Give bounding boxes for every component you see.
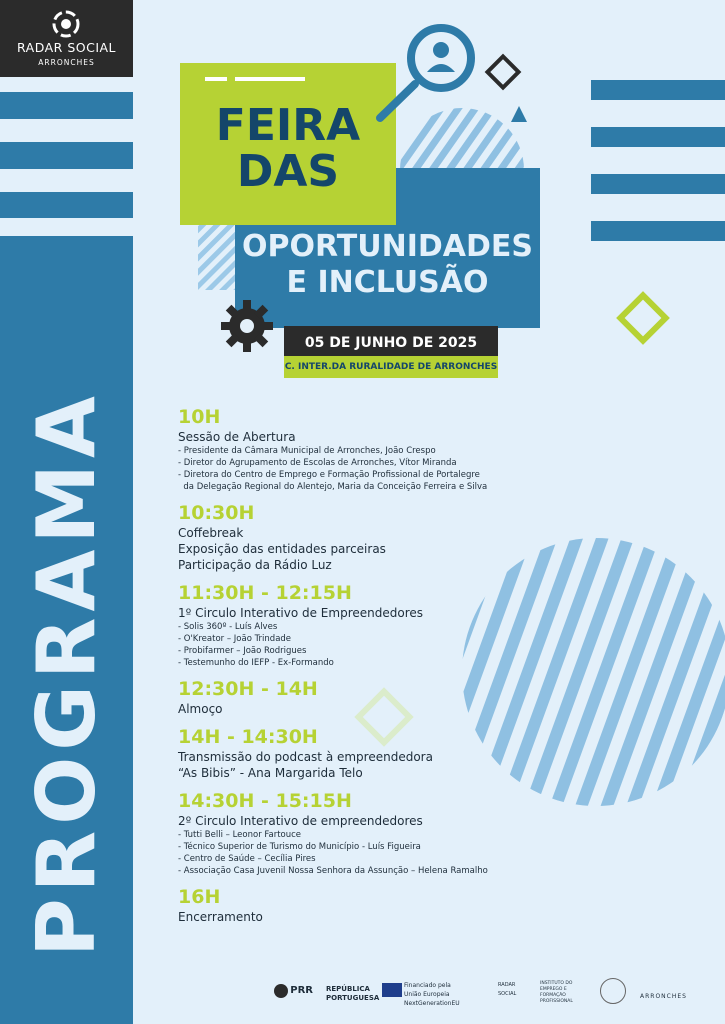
title-line-3: OPORTUNIDADES bbox=[242, 229, 533, 264]
program-line: “As Bibis” - Ana Margarida Telo bbox=[178, 766, 363, 780]
program-line: Participação da Rádio Luz bbox=[178, 558, 332, 572]
program-time: 10H bbox=[178, 406, 221, 428]
program-detail: - O'Kreator – João Trindade bbox=[178, 634, 292, 644]
title-line-1: FEIRA bbox=[215, 100, 361, 151]
program-item bbox=[178, 789, 578, 877]
program-time: 16H bbox=[178, 886, 221, 908]
republica-logo: REPÚBLICA PORTUGUESA bbox=[326, 985, 380, 1002]
title-block-green bbox=[180, 63, 396, 225]
program-time: 12:30H - 14H bbox=[178, 678, 318, 700]
title-line-4: E INCLUSÃO bbox=[286, 265, 489, 300]
program-title: 2º Circulo Interativo de empreendedores bbox=[178, 814, 423, 828]
program-item bbox=[178, 677, 578, 717]
brand-place: ARRONCHES bbox=[38, 58, 95, 67]
program-detail: - Diretor do Agrupamento de Escolas de Arronches, Vítor Miranda bbox=[178, 458, 457, 468]
program-item bbox=[178, 501, 578, 573]
title-line-2: DAS bbox=[236, 146, 340, 197]
eu-sub-label: NextGenerationEU bbox=[404, 1000, 460, 1007]
program-detail: - Associação Casa Juvenil Nossa Senhora da Assunção – Helena Ramalho bbox=[178, 866, 488, 876]
footer-logos bbox=[270, 978, 725, 1008]
diamond-icon bbox=[620, 295, 665, 340]
prr-label: PRR bbox=[290, 985, 313, 996]
program-item bbox=[178, 725, 578, 781]
event-venue: C. INTER.DA RURALIDADE DE ARRONCHES bbox=[284, 356, 498, 378]
program-time: 11:30H - 12:15H bbox=[178, 582, 352, 604]
program-detail: - Testemunho do IEFP - Ex-Formando bbox=[178, 658, 334, 668]
program-line: Almoço bbox=[178, 702, 223, 716]
radar-social-footer-logo: RADAR SOCIAL bbox=[498, 982, 517, 997]
program-detail: - Probifarmer – João Rodrigues bbox=[178, 646, 307, 656]
program-detail: - Presidente da Câmara Municipal de Arronches, João Crespo bbox=[178, 446, 436, 456]
gear-icon bbox=[219, 298, 275, 354]
dash-decoration bbox=[235, 77, 305, 81]
program-time: 14H - 14:30H bbox=[178, 726, 318, 748]
triangle-icon bbox=[511, 106, 527, 122]
program-line: Encerramento bbox=[178, 910, 263, 924]
program-line: Coffebreak bbox=[178, 526, 244, 540]
program-detail: - Técnico Superior de Turismo do Município - Luís Figueira bbox=[178, 842, 421, 852]
prr-logo bbox=[274, 984, 313, 998]
arronches-logo: ARRONCHES bbox=[640, 993, 687, 1000]
brand-name: RADAR SOCIAL bbox=[16, 40, 117, 55]
eu-label: Financiado pela União Europeia bbox=[404, 982, 451, 998]
iefp-logo: INSTITUTO DO EMPREGO E FORMAÇÃO PROFISSIONAL bbox=[540, 981, 573, 1004]
dash-decoration bbox=[205, 77, 227, 81]
program-detail: - Diretora do Centro de Emprego e Formação Profissional de Portalegre bbox=[178, 470, 480, 480]
program-item bbox=[178, 885, 578, 925]
program-line: Exposição das entidades parceiras bbox=[178, 542, 386, 556]
program-detail: - Solis 360º - Luís Alves bbox=[178, 622, 278, 632]
program-list bbox=[178, 405, 578, 933]
program-detail: da Delegação Regional do Alentejo, Maria da Conceição Ferreira e Silva bbox=[178, 482, 488, 492]
side-label-programa: PROGRAMA bbox=[20, 390, 113, 957]
seal-icon bbox=[600, 978, 626, 1004]
user-search-icon bbox=[375, 20, 485, 125]
program-item bbox=[178, 581, 578, 669]
program-detail: - Tutti Belli – Leonor Fartouce bbox=[178, 830, 302, 840]
program-line: Transmissão do podcast à empreendedora bbox=[178, 750, 433, 764]
eu-logo bbox=[404, 981, 468, 1008]
program-item bbox=[178, 405, 578, 493]
program-detail: - Centro de Saúde – Cecília Pires bbox=[178, 854, 316, 864]
program-title: Sessão de Abertura bbox=[178, 430, 296, 444]
eu-flag-icon bbox=[382, 983, 402, 997]
program-time: 14:30H - 15:15H bbox=[178, 790, 352, 812]
program-title: 1º Circulo Interativo de Empreendedores bbox=[178, 606, 424, 620]
program-time: 10:30H bbox=[178, 502, 255, 524]
diamond-icon bbox=[487, 56, 518, 87]
event-date: 05 DE JUNHO DE 2025 bbox=[284, 326, 498, 361]
prr-icon bbox=[274, 984, 288, 998]
